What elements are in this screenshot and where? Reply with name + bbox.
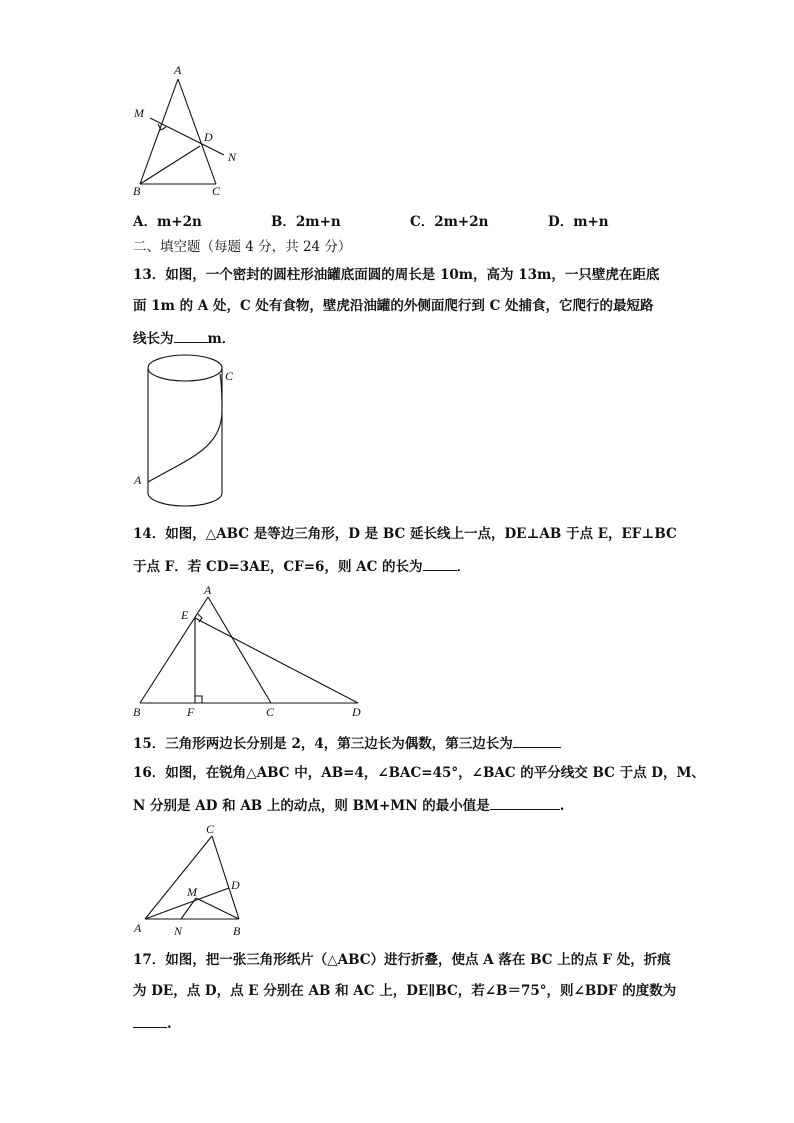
label-B: B [233, 924, 241, 938]
path-A-to-C [148, 374, 222, 482]
label-C: C [212, 184, 221, 198]
segment-ED [195, 618, 358, 703]
label-C: C [206, 822, 215, 836]
label-A: A [204, 583, 212, 597]
answer-blank-q15[interactable] [513, 733, 561, 748]
right-angle-mark-E [198, 614, 202, 622]
q16-line2-end: . [559, 798, 565, 814]
segment-BC [212, 836, 239, 919]
line-MN [150, 118, 224, 155]
cylinder-bottom [148, 493, 222, 506]
segment-MN [181, 898, 196, 919]
q14-line2-text: 于点 F．若 CD=3AE，CF=6，则 AC 的长为 [133, 559, 423, 575]
segment-AB [140, 79, 178, 184]
label-E: E [181, 608, 189, 622]
segment-AC [145, 836, 212, 919]
label-B: B [133, 705, 141, 719]
right-angle-mark [158, 124, 166, 130]
q13-line2: 面 1m 的 A 处，C 处有食物，壁虎沿油罐的外侧面爬行到 C 处捕食，它爬行的最短路 [133, 298, 654, 314]
q17-line3-end: . [167, 1016, 172, 1032]
label-A: A [134, 921, 142, 935]
q17-line1: 17．如图，把一张三角形纸片（△ABC）进行折叠，使点 A 落在 BC 上的点 F 处，折痕 [133, 952, 671, 968]
option-a: A．m+2n [133, 214, 202, 230]
label-A: A [174, 63, 182, 77]
q17-line3 [133, 1013, 172, 1033]
segment-AB [140, 597, 208, 703]
q14-line2 [133, 556, 470, 576]
segment-AD [145, 888, 229, 919]
q15-text: 15．三角形两边长分别是 2，4，第三边长为偶数，第三边长为 [133, 736, 513, 752]
q14-line2-end: ． [456, 559, 471, 575]
label-D: D [231, 878, 240, 892]
label-N: N [174, 924, 183, 938]
answer-blank-q13[interactable] [174, 328, 208, 343]
option-b: B．2m+n [271, 214, 341, 230]
answer-blank-q17[interactable] [133, 1013, 167, 1028]
q14-line1: 14．如图，△ABC 是等边三角形，D 是 BC 延长线上一点，DE⊥AB 于点 E，EF⊥BC [133, 526, 677, 542]
segment-BD [140, 146, 200, 184]
cylinder-top [148, 355, 222, 381]
label-C: C [225, 369, 234, 383]
label-C: C [266, 705, 275, 719]
q16-line2-text: N 分别是 AD 和 AB 上的动点，则 BM+MN 的最小值是 [133, 798, 490, 814]
option-c: C．2m+2n [410, 214, 489, 230]
q13-line3-text: 线长为 [133, 331, 174, 347]
answer-blank-q14[interactable] [423, 556, 457, 571]
label-M: M [187, 885, 197, 899]
q13-line3 [133, 328, 235, 348]
answer-blank-q16[interactable] [490, 795, 560, 810]
label-D: D [352, 705, 361, 719]
q16-line1: 16．如图，在锐角△ABC 中，AB=4，∠BAC=45°，∠BAC 的平分线交 BC 于点 D，M、 [133, 765, 705, 781]
label-D: D [204, 130, 213, 144]
label-N: N [228, 150, 237, 164]
q17-line2: 为 DE，点 D，点 E 分别在 AB 和 AC 上，DE∥BC，若∠B＝75°，则∠BDF 的度数为 [133, 983, 677, 999]
right-angle-mark-F [195, 696, 202, 703]
q13-line1: 13．如图，一个密封的圆柱形油罐底面圆的周长是 10m，高为 13m，一只壁虎在距底 [133, 267, 660, 283]
section-heading: 二、填空题（每题 4 分，共 24 分） [133, 239, 352, 255]
segment-AC [178, 79, 216, 184]
segment-BM [196, 898, 239, 919]
q15-line [133, 733, 561, 753]
q13-line3-unit: m． [207, 331, 236, 347]
q16-line2 [133, 795, 564, 815]
label-B: B [133, 184, 141, 198]
label-A: A [134, 473, 142, 487]
label-F: F [187, 705, 195, 719]
segment-AC [208, 597, 271, 703]
option-d: D．m+n [548, 214, 609, 230]
label-M: M [134, 106, 144, 120]
